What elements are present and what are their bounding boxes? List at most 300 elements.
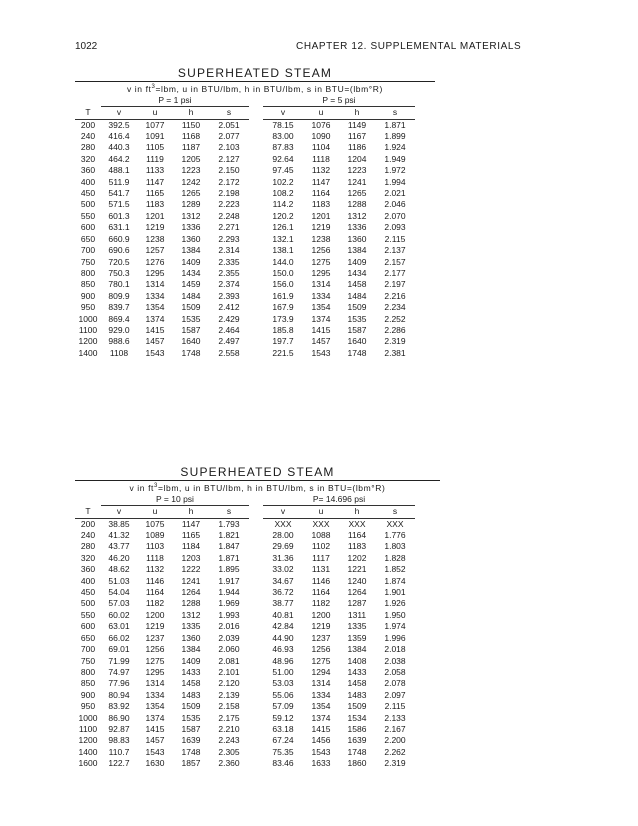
value-cell: 1183 [311,199,331,210]
value-cell: 2.078 [384,678,406,689]
value-cell: 1360 [181,233,201,244]
value-cell: 2.243 [218,735,240,746]
value-cell: 1108 [109,347,129,358]
table-row [75,119,415,131]
value-cell: 1354 [311,701,331,712]
value-cell: 1458 [347,678,367,689]
value-cell: 51.03 [108,575,130,586]
value-cell: 71.99 [108,655,130,666]
page-number: 1022 [75,41,98,52]
value-cell: 2.360 [218,758,240,769]
value-cell: 1238 [311,233,331,244]
value-cell: 2.497 [218,336,240,347]
value-cell: 43.77 [108,541,130,552]
value-cell: 1276 [145,256,165,267]
value-cell: 1.874 [384,575,406,586]
value-cell: 1.949 [384,153,406,164]
data-table [75,95,415,359]
value-cell: 66.02 [108,632,130,643]
value-cell: 1408 [347,655,367,666]
temperature-cell: 900 [80,290,96,301]
value-cell: 1587 [181,723,201,734]
value-cell: 1334 [145,689,165,700]
value-cell: 1484 [181,290,201,301]
value-cell: 1483 [347,689,367,700]
value-cell: 126.1 [272,222,294,233]
value-cell: 1457 [145,735,165,746]
value-cell: 1434 [181,267,201,278]
value-cell: 1314 [145,279,165,290]
value-cell: 57.09 [272,701,294,712]
value-cell: 1509 [347,302,367,313]
temperature-cell: 450 [80,188,96,199]
value-cell: 1384 [347,245,367,256]
temperature-cell: 280 [80,142,96,153]
left-pressure-label: P = 1 psi [101,95,249,107]
value-cell: 1201 [311,210,331,221]
value-cell: 83.92 [108,701,130,712]
units-superscript: 3 [154,483,158,489]
value-cell: 1256 [311,245,331,256]
column-header: u [137,107,173,119]
temperature-cell: 1000 [78,712,98,723]
value-cell: 1587 [181,324,201,335]
temperature-cell: 550 [80,609,96,620]
value-cell: 2.157 [384,256,406,267]
value-cell: 1360 [181,632,201,643]
value-cell: 98.83 [108,735,130,746]
value-cell: 464.2 [108,153,130,164]
table-row [75,336,415,347]
value-cell: 1147 [145,176,165,187]
column-header: v [263,506,303,518]
value-cell: 1509 [181,701,201,712]
value-cell: 1543 [145,347,165,358]
temperature-cell: 750 [80,256,96,267]
value-cell: 1256 [145,644,165,655]
value-cell: 1335 [181,621,201,632]
value-cell: 1164 [145,587,165,598]
value-cell: 2.018 [384,644,406,655]
value-cell: 1633 [311,758,331,769]
value-cell: 2.081 [218,655,240,666]
value-cell: XXX [274,518,292,529]
value-cell: 1105 [145,142,165,153]
value-cell: 1275 [311,655,331,666]
value-cell: XXX [312,518,330,529]
value-cell: 1374 [145,313,165,324]
steam-table-1 [75,66,435,359]
temperature-cell: 500 [80,598,96,609]
value-cell: 2.133 [384,712,406,723]
value-cell: 1509 [181,302,201,313]
value-cell: 1265 [347,188,367,199]
value-cell: 2.374 [218,279,240,290]
value-cell: 1118 [146,552,164,563]
column-header: s [209,506,249,518]
value-cell: 1311 [347,609,367,620]
value-cell: 541.7 [108,188,130,199]
value-cell: 78.15 [272,119,294,130]
value-cell: 1104 [311,142,331,153]
value-cell: 839.7 [108,302,130,313]
value-cell: 2.051 [218,119,240,130]
value-cell: 1354 [311,302,331,313]
value-cell: 92.64 [272,153,294,164]
temperature-cell: 950 [80,701,96,712]
value-cell: 53.03 [272,678,294,689]
value-cell: 1384 [347,644,367,655]
value-cell: 1384 [181,245,201,256]
value-cell: 2.175 [218,712,240,723]
value-cell: 1242 [181,176,201,187]
value-cell: 1219 [311,222,331,233]
value-cell: 2.021 [384,188,406,199]
temperature-cell: 900 [80,689,96,700]
temperature-cell: 450 [80,587,96,598]
value-cell: 1314 [145,678,165,689]
value-cell: 2.223 [218,199,240,210]
value-cell: 1223 [347,165,367,176]
table-row [75,518,415,530]
temperature-cell: 500 [80,199,96,210]
table-row [75,188,415,199]
value-cell: 809.9 [108,290,130,301]
value-cell: 1102 [311,541,331,552]
table-row [75,279,415,290]
value-cell: 1103 [145,541,165,552]
temperature-cell: 550 [80,210,96,221]
units-prefix: v in ft [129,482,155,493]
value-cell: 110.7 [108,746,130,757]
value-cell: 1374 [311,712,331,723]
value-cell: 1314 [311,678,331,689]
temperature-cell: 400 [80,176,96,187]
table-row [75,633,415,644]
column-header: s [375,107,415,119]
value-cell: 1433 [347,666,367,677]
table-row [75,690,415,701]
value-cell: 1132 [311,165,331,176]
value-cell: 1187 [181,142,201,153]
table-row [75,199,415,210]
value-cell: 1265 [181,188,201,199]
value-cell: 42.84 [272,621,294,632]
value-cell: 167.9 [272,302,294,313]
temperature-cell: 320 [80,153,96,164]
steam-table-2 [75,465,440,770]
table-row [75,678,415,689]
value-cell: 2.271 [218,222,240,233]
value-cell: 1640 [347,336,367,347]
value-cell: 185.8 [272,324,294,335]
value-cell: 1509 [347,701,367,712]
value-cell: 1183 [145,199,165,210]
value-cell: 1164 [311,188,331,199]
temperature-cell: 240 [80,530,96,541]
value-cell: 1336 [181,222,201,233]
value-cell: 2.293 [218,233,240,244]
value-cell: 2.039 [218,632,240,643]
value-cell: 1146 [311,575,331,586]
value-cell: 720.5 [108,256,130,267]
table-row [75,257,415,268]
units-prefix: v in ft [127,83,152,94]
value-cell: 1359 [347,632,367,643]
value-cell: 1165 [145,188,165,199]
value-cell: 1288 [181,598,201,609]
value-cell: 1535 [181,712,201,723]
value-cell: 1.899 [384,131,406,142]
temperature-cell: 600 [80,621,96,632]
table-row [75,576,415,587]
value-cell: 1077 [145,119,165,130]
value-cell: 54.04 [108,587,130,598]
value-cell: 1.924 [384,142,406,153]
value-cell: 44.90 [272,632,294,643]
value-cell: 1748 [347,347,367,358]
value-cell: 1184 [181,541,201,552]
value-cell: 29.69 [272,541,294,552]
table-row [75,713,415,724]
value-cell: 1384 [181,644,201,655]
table-row [75,291,415,302]
value-cell: XXX [386,518,404,529]
value-cell: 114.2 [272,199,294,210]
value-cell: 1117 [312,552,330,563]
value-cell: 1089 [145,530,165,541]
value-cell: 392.5 [108,119,130,130]
value-cell: 2.464 [218,324,240,335]
value-cell: 1202 [347,552,367,563]
value-cell: 690.6 [108,245,130,256]
value-cell: 1.871 [384,119,406,130]
value-cell: 2.070 [384,210,406,221]
value-cell: 1275 [145,655,165,666]
value-cell: 1.871 [218,552,240,563]
value-cell: 60.02 [108,609,130,620]
value-cell: 1219 [145,621,165,632]
temperature-cell: 850 [80,678,96,689]
value-cell: 1354 [145,701,165,712]
value-cell: 1205 [181,153,201,164]
column-header: v [263,107,303,119]
table-row [75,621,415,632]
value-cell: 34.67 [272,575,294,586]
value-cell: 1312 [347,210,367,221]
chapter-heading: CHAPTER 12. SUPPLEMENTAL MATERIALS [296,41,522,52]
value-cell: 2.046 [384,199,406,210]
value-cell: 1748 [347,746,367,757]
value-cell: 2.248 [218,210,240,221]
value-cell: 28.00 [272,530,294,541]
value-cell: 86.90 [108,712,130,723]
value-cell: 51.00 [272,666,294,677]
value-cell: 488.1 [108,165,130,176]
value-cell: 36.72 [272,587,294,598]
table-row [75,234,415,245]
value-cell: 1147 [311,176,331,187]
value-cell: 2.060 [218,644,240,655]
table-row [75,222,415,233]
units-rest: =lbm, u in BTU/lbm, h in BTU/lbm, s in BTU=(lbm°R) [155,83,383,94]
value-cell: 1409 [181,256,201,267]
column-header: u [303,107,339,119]
value-cell: 97.45 [272,165,294,176]
value-cell: 1223 [181,165,201,176]
column-header: s [209,107,249,119]
table-row [75,747,415,758]
value-cell: 1334 [311,290,331,301]
units-superscript: 3 [151,84,156,90]
value-cell: 1075 [145,518,165,529]
value-cell: 1264 [347,587,367,598]
value-cell: 2.262 [384,746,406,757]
value-cell: 1091 [145,131,165,142]
value-cell: 1334 [145,290,165,301]
value-cell: 2.429 [218,313,240,324]
value-cell: 83.00 [272,131,294,142]
temperature-cell: 1100 [78,723,98,734]
column-header: T [75,107,101,119]
value-cell: 1119 [146,153,164,164]
value-cell: 660.9 [108,233,130,244]
value-cell: 2.558 [218,347,240,358]
column-header: h [339,506,375,518]
right-pressure-label: P = 5 psi [263,95,415,107]
value-cell: 1241 [181,575,201,586]
units-line [75,481,440,494]
table-row [75,735,415,746]
table-row [75,177,415,188]
value-cell: 2.115 [384,701,406,712]
value-cell: 1289 [181,199,201,210]
value-cell: 2.355 [218,267,240,278]
value-cell: 108.2 [272,188,294,199]
value-cell: 1409 [181,655,201,666]
temperature-cell: 280 [80,541,96,552]
value-cell: 48.62 [108,564,130,575]
value-cell: 1164 [347,530,367,541]
column-header: v [101,506,137,518]
column-header: s [375,506,415,518]
value-cell: 1415 [145,723,165,734]
value-cell: 67.24 [272,735,294,746]
temperature-cell: 800 [80,666,96,677]
value-cell: 1219 [145,222,165,233]
table-row [75,758,415,769]
value-cell: 1186 [347,142,367,153]
value-cell: 31.36 [272,552,294,563]
value-cell: 1295 [311,267,331,278]
temperature-cell: 320 [80,552,96,563]
value-cell: 1164 [311,587,331,598]
value-cell: 1.993 [218,609,240,620]
value-cell: 416.4 [108,131,130,142]
temperature-cell: 700 [80,245,96,256]
value-cell: 1.852 [384,564,406,575]
value-cell: 33.02 [272,564,294,575]
value-cell: 2.058 [384,666,406,677]
table-title: SUPERHEATED STEAM [180,465,335,479]
column-header: u [303,506,339,518]
value-cell: 197.7 [272,336,294,347]
value-cell: 1748 [181,347,201,358]
value-cell: 1257 [145,245,165,256]
temperature-cell: 650 [80,233,96,244]
value-cell: 601.3 [108,210,130,221]
value-cell: 1586 [347,723,367,734]
value-cell: 1.994 [384,176,406,187]
value-cell: 2.198 [218,188,240,199]
value-cell: 2.167 [384,723,406,734]
value-cell: 57.03 [108,598,130,609]
table-row [75,245,415,256]
value-cell: 1.847 [218,541,240,552]
value-cell: 1415 [311,324,331,335]
value-cell: 1168 [181,131,201,142]
value-cell: 1150 [181,119,201,130]
value-cell: 1543 [145,746,165,757]
column-header: T [75,506,101,518]
value-cell: 69.01 [108,644,130,655]
value-cell: 1.895 [218,564,240,575]
value-cell: 46.20 [108,552,130,563]
value-cell: 2.097 [384,689,406,700]
value-cell: 41.32 [108,530,130,541]
value-cell: 1132 [145,564,165,575]
value-cell: 2.101 [218,666,240,677]
temperature-cell: 700 [80,644,96,655]
value-cell: 1639 [181,735,201,746]
value-cell: 2.216 [384,290,406,301]
table-row [75,348,415,359]
value-cell: 1.828 [384,552,406,563]
table-row [75,667,415,678]
value-cell: 55.06 [272,689,294,700]
value-cell: 92.87 [108,723,130,734]
value-cell: 1090 [311,131,331,142]
value-cell: 1312 [181,210,201,221]
value-cell: 1434 [347,267,367,278]
value-cell: 138.1 [272,245,294,256]
value-cell: 1748 [181,746,201,757]
table-row [75,302,415,313]
value-cell: 780.1 [108,279,130,290]
value-cell: 1.776 [384,530,406,541]
value-cell: 1.926 [384,598,406,609]
value-cell: 63.01 [108,621,130,632]
value-cell: 1288 [347,199,367,210]
value-cell: 1857 [181,758,201,769]
value-cell: 1314 [311,279,331,290]
temperature-cell: 600 [80,222,96,233]
value-cell: 2.120 [218,678,240,689]
value-cell: 929.0 [108,324,130,335]
value-cell: 1241 [347,176,367,187]
value-cell: 1118 [312,153,330,164]
value-cell: 1483 [181,689,201,700]
table-title: SUPERHEATED STEAM [177,66,333,80]
value-cell: 1238 [145,233,165,244]
temperature-cell: 1400 [78,746,98,757]
value-cell: 38.77 [272,598,294,609]
data-table [75,494,415,770]
value-cell: 1374 [145,712,165,723]
column-header: h [339,107,375,119]
value-cell: 2.234 [384,302,406,313]
value-cell: 1334 [311,689,331,700]
